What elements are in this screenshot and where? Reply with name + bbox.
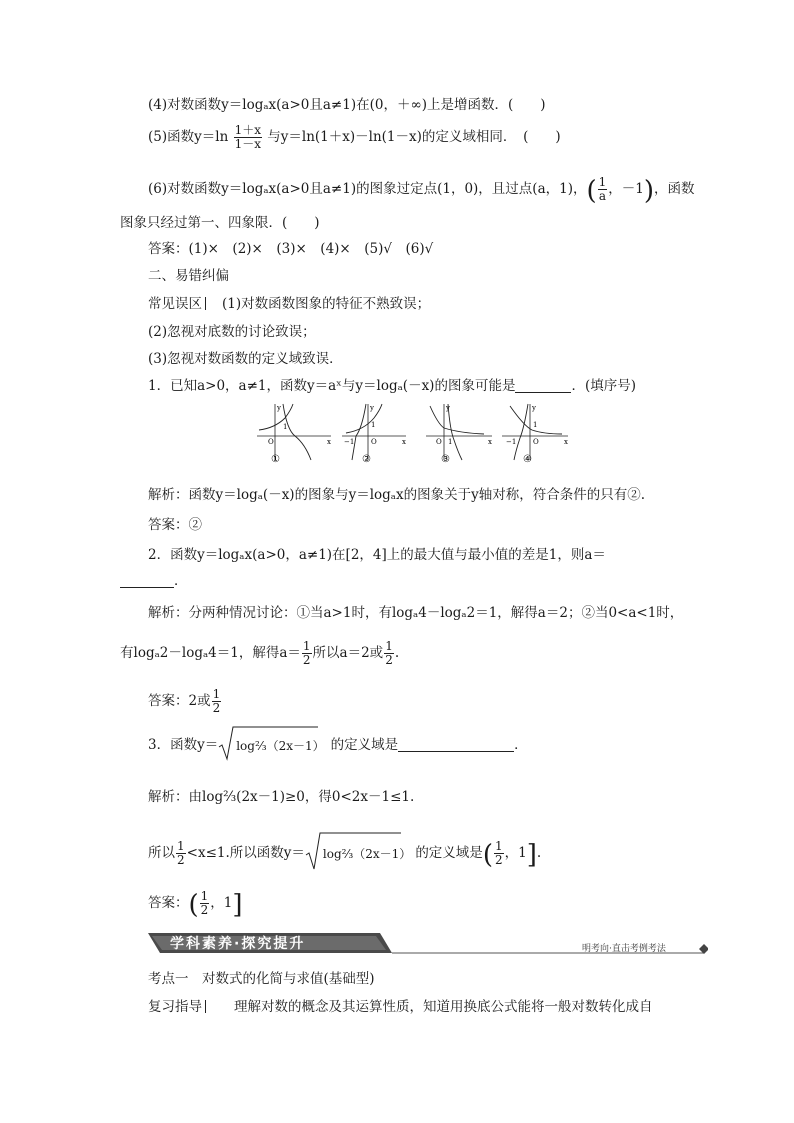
q6-paren-open: ( (586, 176, 597, 206)
ans-interval-den: 2 (200, 903, 209, 917)
error-3: (3)忽视对数函数的定义域致误． (148, 351, 343, 367)
q6-text-b: ，－1 (608, 181, 644, 197)
problem-1 (148, 377, 636, 395)
q5-prefix: (5)函数y＝ln (148, 129, 229, 145)
sqrt-icon-2 (305, 831, 403, 871)
ans-interval-fraction (200, 890, 210, 917)
svg-text:y: y (277, 404, 281, 412)
interval-close: ] (526, 840, 537, 870)
svg-text:x: x (402, 438, 406, 446)
half-den-2: 2 (385, 653, 393, 667)
ans-interval-tail: ，1 (210, 895, 233, 911)
p2-analysis-2b: 所以a＝2或 (312, 645, 384, 661)
section-title: 二、易错纠偏 (148, 268, 229, 284)
interval-tail: ，1 (504, 845, 527, 861)
p1-text: 1．已知a>0，a≠1，函数y＝aˣ与y＝logₐ(－x)的图象可能是 (148, 378, 516, 394)
review-line (148, 998, 653, 1016)
question-5 (148, 124, 561, 151)
p3-half-den: 2 (177, 853, 185, 867)
p3-analysis-2a: 所以 (148, 845, 175, 861)
p2-analysis-1: 解析：分两种情况讨论：①当a>1时，有logₐ4－logₐ2＝1，解得a＝2；②当0<a<1时， (148, 605, 684, 621)
interval-num: 1 (494, 839, 503, 853)
graph-label-2: ② (362, 454, 371, 465)
banner-right-text: 明考向·直击考例考法 (582, 944, 666, 954)
svg-text:O: O (533, 438, 539, 446)
half-fraction-2 (384, 640, 394, 667)
p3-half-num: 1 (177, 839, 185, 853)
p3-answer (148, 889, 243, 920)
q5-fraction (234, 124, 262, 151)
question-4: (4)对数函数y＝logₐx(a>0且a≠1)在(0，＋∞)上是增函数．( ) (148, 97, 546, 113)
graph-label-1: ① (271, 454, 280, 465)
p3-radicand-2: log⅔（2x－1） (322, 846, 412, 861)
p2-ans-den: 2 (212, 701, 221, 715)
svg-text:1: 1 (533, 421, 538, 429)
interval-den: 2 (494, 853, 503, 867)
common-errors-label: 常见误区 (148, 296, 202, 312)
graph-4 (500, 400, 580, 466)
svg-text:−1: −1 (506, 438, 517, 446)
half-num-2: 1 (385, 639, 393, 653)
p3-analysis-2: 所以 $\frac{1}{2}$ <x≤1.所以函数y＝ log⅔（2x－1） 的定义域是( $\frac{1}{2}$ ，1]. (148, 840, 541, 867)
p3-text-a: 3．函数y＝ (148, 737, 219, 753)
q6-text-c: ，函数 (654, 181, 695, 197)
interval-fraction (494, 840, 504, 867)
q6-text-a: (6)对数函数y＝logₐx(a>0且a≠1)的图象过定点(1，0)，且过点(a，1)， (148, 181, 587, 197)
p2-analysis-2a: 有logₐ2－logₐ4＝1，解得a＝ (120, 645, 301, 661)
common-errors-line (148, 295, 430, 313)
p3-text-b: 的定义域是 (330, 737, 399, 753)
graph-label-4: ④ (523, 454, 532, 465)
p3-radicand: log⅔（2x－1） (236, 738, 325, 753)
p3-analysis-2b: <x≤1.所以函数y＝ (186, 845, 305, 861)
ans-interval-close: ] (232, 890, 243, 920)
p3-analysis-2c: 的定义域是 (415, 845, 483, 861)
svg-text:O: O (436, 438, 442, 446)
p3-half-fraction (176, 840, 186, 867)
p2-answer (148, 688, 222, 715)
problem-3 (148, 736, 528, 755)
p3-sqrt-2 (305, 845, 411, 863)
svg-text:1: 1 (283, 423, 288, 431)
q6-fraction (598, 176, 608, 203)
half-fraction (302, 640, 312, 667)
q5-frac-den: 1－x (234, 137, 261, 151)
p3-answer-blank[interactable] (398, 737, 514, 752)
interval-open: ( (482, 840, 493, 870)
p3-answer-label: 答案： (148, 895, 189, 911)
p2-tail: ． (174, 573, 188, 589)
p2-answer-blank[interactable] (120, 573, 174, 588)
p1-analysis: 解析：函数y＝logₐ(－x)的图象与y＝logₐx的图象关于y轴对称，符合条件的只有②. (148, 487, 646, 503)
svg-text:y: y (370, 404, 374, 412)
svg-text:y: y (446, 404, 450, 412)
p1-answer: 答案：② (148, 517, 202, 533)
banner-title: 学科素养·探究提升 (170, 936, 306, 952)
graph-3 (424, 400, 504, 466)
review-text: 理解对数的概念及其运算性质，知道用换底公式能将一般对数转化成自 (234, 999, 653, 1015)
p3-analysis-1: 解析：由log⅔(2x－1)≥0，得0<2x－1≤1. (148, 789, 415, 805)
problem-2-line2 (120, 572, 188, 590)
q6-paren-close: ) (643, 176, 655, 206)
graph-1 (255, 400, 335, 466)
q6-frac-den: a (598, 189, 607, 203)
svg-text:−1: −1 (344, 438, 355, 446)
graph-2 (340, 400, 420, 466)
svg-text:O: O (268, 438, 274, 446)
problem-2-line1: 2．函数y＝logₐx(a>0，a≠1)在[2，4]上的最大值与最小值的差是1，则a＝ (148, 547, 606, 563)
sqrt-icon (218, 725, 320, 761)
error-1: (1)对数函数图象的特征不熟致误； (222, 296, 431, 312)
question-6-line2: 图象只经过第一、四象限．( ) (120, 215, 320, 231)
svg-text:1: 1 (448, 438, 453, 446)
p2-analysis-2: 有logₐ2－logₐ4＝1，解得a＝ $\frac{1}{2}$ 所以a＝2或 $\frac{1}{2}$ . (120, 639, 400, 667)
answers-line: 答案：(1)× (2)× (3)× (4)× (5)√ (6)√ (148, 241, 434, 257)
p1-tail: ．(填序号) (571, 378, 636, 394)
svg-text:O: O (371, 438, 377, 446)
graph-label-3: ③ (441, 454, 450, 465)
svg-text:y: y (532, 404, 536, 412)
svg-text:x: x (488, 438, 492, 446)
error-2: (2)忽视对底数的讨论致误； (148, 324, 316, 340)
ans-interval-num: 1 (200, 889, 209, 903)
p1-answer-blank[interactable] (515, 378, 571, 393)
q5-suffix: 与y＝ln(1＋x)－ln(1－x)的定义域相同． ( ) (267, 129, 561, 145)
svg-text:x: x (327, 438, 331, 446)
q6-frac-num: 1 (598, 175, 607, 189)
p2-ans-num: 1 (212, 687, 221, 701)
p2-answer-text: 答案：2或 (148, 693, 211, 709)
ans-interval-open: ( (188, 890, 199, 920)
half-den: 2 (302, 653, 311, 667)
svg-text:1: 1 (371, 421, 376, 429)
review-divider (205, 1000, 206, 1013)
review-label: 复习指导 (148, 999, 202, 1015)
question-6-line1 (148, 175, 695, 206)
p3-sqrt (218, 737, 324, 755)
p2-answer-fraction (212, 688, 222, 715)
label-divider (205, 297, 206, 310)
svg-text:x: x (564, 438, 568, 446)
half-num: 1 (302, 639, 311, 653)
kaodian-1: 考点一 对数式的化简与求值(基础型) (148, 971, 375, 987)
q5-frac-num: 1＋x (234, 123, 261, 137)
p3-tail: ． (514, 737, 528, 753)
